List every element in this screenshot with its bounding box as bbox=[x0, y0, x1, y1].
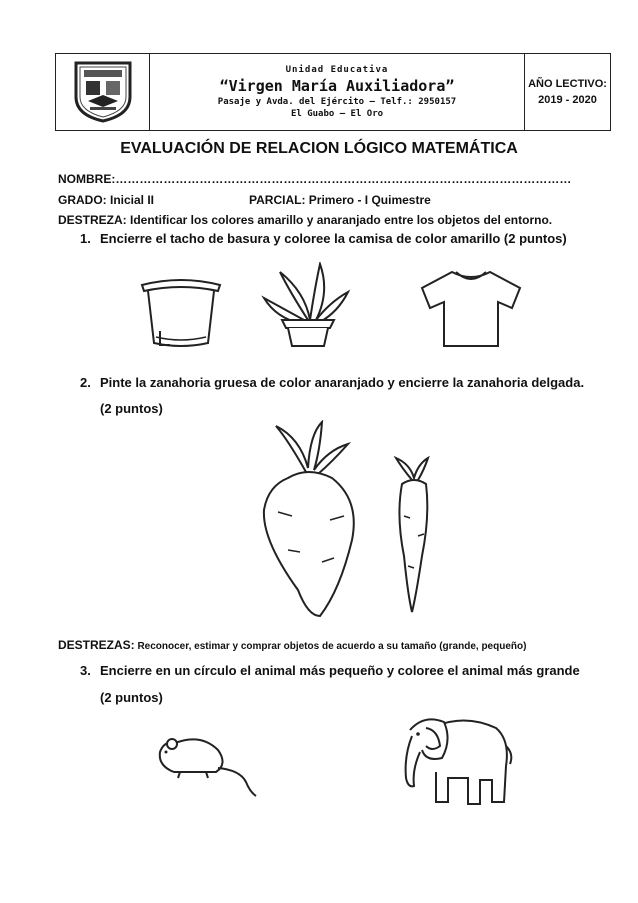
nombre-field[interactable]: NOMBRE:…………………………………………………………………………………………………… bbox=[58, 172, 572, 186]
trash-bin-icon[interactable] bbox=[136, 275, 226, 350]
shirt-icon[interactable] bbox=[416, 266, 526, 350]
school-type: Unidad Educativa bbox=[285, 65, 389, 75]
plant-icon bbox=[260, 262, 355, 350]
thin-carrot-icon[interactable] bbox=[388, 456, 438, 616]
question-2-points: (2 puntos) bbox=[100, 401, 163, 416]
destrezas-body: Reconocer, estimar y comprar objetos de acuerdo a su tamaño (grande, pequeño) bbox=[134, 641, 527, 652]
question-3-points: (2 puntos) bbox=[100, 690, 163, 705]
elephant-icon[interactable] bbox=[396, 706, 516, 810]
page-title: EVALUACIÓN DE RELACION LÓGICO MATEMÁTICA bbox=[120, 140, 518, 157]
parcial-label: PARCIAL: Primero - I Quimestre bbox=[249, 193, 431, 207]
destreza-text: DESTREZA: Identificar los colores amarillo y anaranjado entre los objetos del entorno. bbox=[58, 213, 553, 227]
question-3 bbox=[80, 663, 580, 678]
question-3-number: 3. bbox=[80, 663, 91, 678]
school-info-cell bbox=[150, 54, 525, 131]
header-table bbox=[55, 53, 611, 131]
school-logo-icon bbox=[68, 57, 138, 123]
thick-carrot-icon[interactable] bbox=[248, 420, 368, 620]
destrezas-text bbox=[58, 636, 526, 654]
grado-label: GRADO: Inicial II bbox=[58, 193, 155, 207]
question-2-number: 2. bbox=[80, 375, 91, 390]
question-1-number: 1. bbox=[80, 231, 91, 246]
mouse-icon[interactable] bbox=[150, 730, 260, 800]
year-cell bbox=[525, 54, 611, 131]
question-3-text: Encierre en un círculo el animal más pequeño y coloree el animal más grande bbox=[100, 663, 580, 678]
year-label: AÑO LECTIVO: bbox=[528, 78, 607, 90]
school-address: Pasaje y Avda. del Ejército – Telf.: 2950157 bbox=[217, 97, 457, 107]
school-name: “Virgen María Auxiliadora” bbox=[219, 77, 455, 95]
question-1-text: Encierre el tacho de basura y coloree la camisa de color amarillo (2 puntos) bbox=[100, 231, 567, 246]
school-city: El Guabo – El Oro bbox=[290, 109, 384, 119]
year-value: 2019 - 2020 bbox=[538, 94, 597, 106]
question-2-text: Pinte la zanahoria gruesa de color anaranjado y encierre la zanahoria delgada. bbox=[100, 375, 585, 390]
question-2 bbox=[80, 375, 584, 390]
question-1 bbox=[80, 231, 567, 246]
school-logo-cell bbox=[56, 54, 150, 131]
destrezas-label: DESTREZAS: bbox=[58, 638, 135, 652]
